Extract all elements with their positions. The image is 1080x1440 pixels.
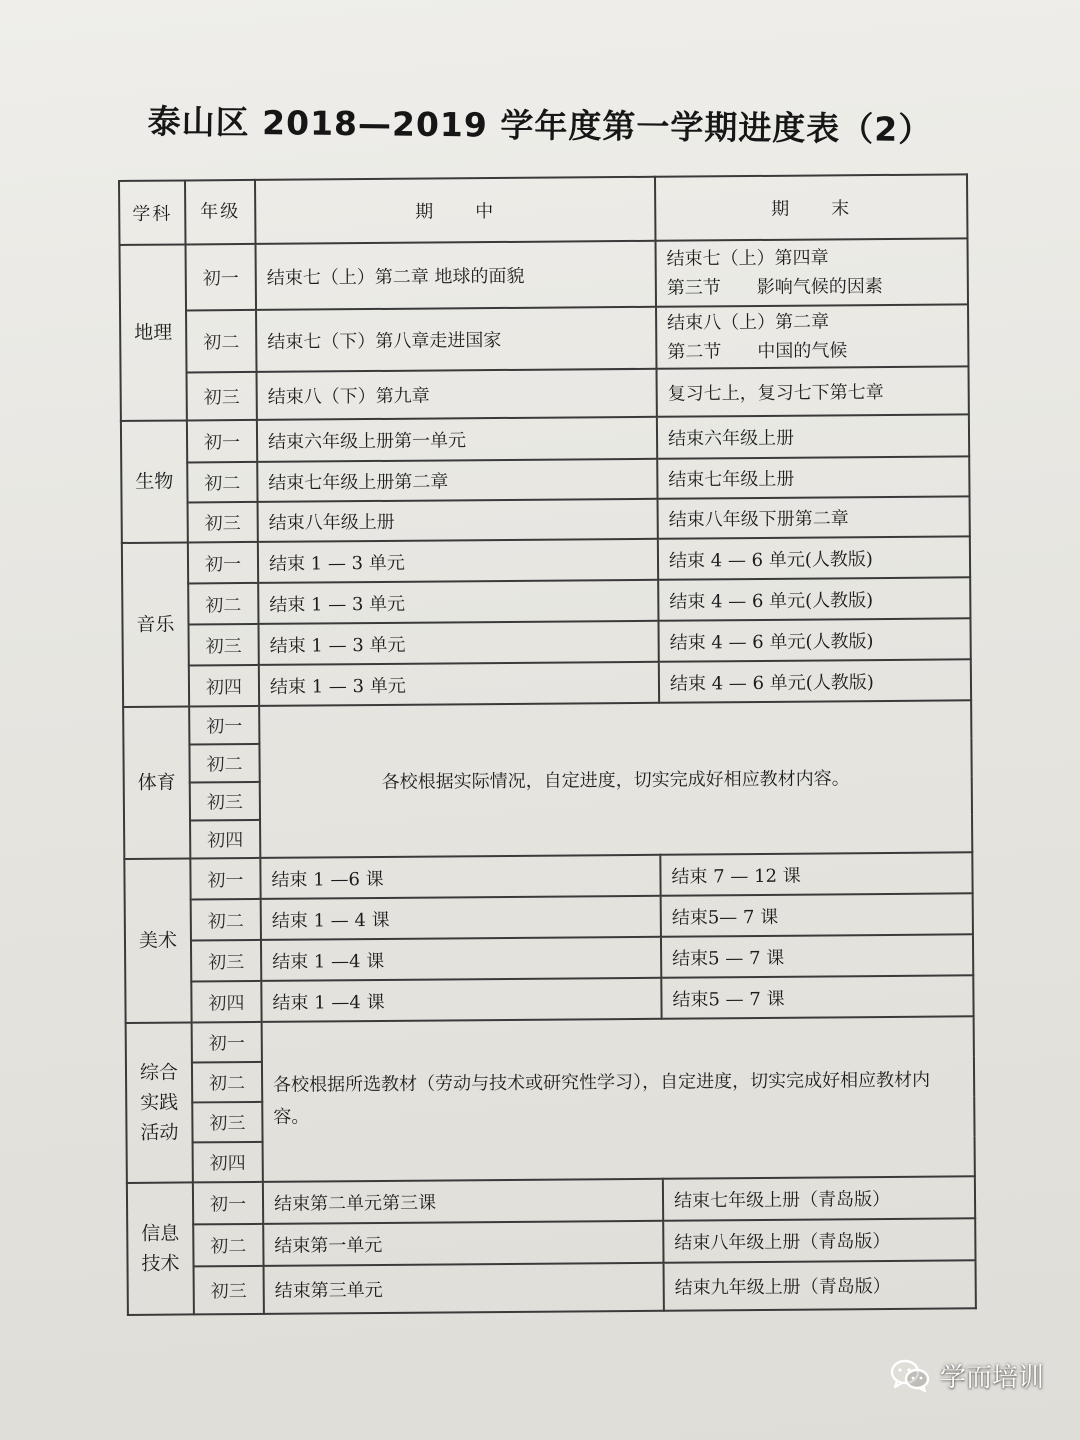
header-mid: 期 中 — [255, 177, 655, 244]
mid-term-cell: 结束 1 —4 课 — [261, 937, 661, 981]
header-grade-label: 年级 — [200, 201, 241, 223]
grade-cell: 初二 — [193, 1224, 263, 1267]
table-row — [127, 1218, 975, 1267]
grade-cell: 初四 — [190, 820, 260, 859]
subject-practice — [126, 1022, 193, 1183]
mid-term-cell: 结束第一单元 — [263, 1221, 663, 1266]
grade-cell: 初一 — [187, 420, 257, 463]
mid-term-cell: 结束 1 — 3 单元 — [258, 621, 658, 665]
end-term-cell: 结束5— 7 课 — [661, 893, 973, 936]
grade-cell: 初一 — [189, 706, 259, 745]
grade-cell: 初一 — [193, 1182, 263, 1225]
end-term-line: 结束七（上）第四章 — [666, 247, 829, 270]
subject-geography: 地理 — [120, 244, 187, 421]
end-term-cell: 结束六年级上册 — [657, 414, 969, 458]
end-term-cell: 结束八年级下册第二章 — [658, 496, 970, 538]
grade-cell: 初三 — [187, 372, 257, 421]
mid-term-cell: 结束六年级上册第一单元 — [257, 417, 657, 462]
subject-practice-line: 活动 — [140, 1121, 179, 1144]
mid-term-cell: 结束七（上）第二章 地球的面貌 — [256, 241, 657, 310]
table-row — [121, 366, 969, 421]
subject-it-line: 技术 — [141, 1252, 180, 1275]
header-end: 期 末 — [655, 174, 967, 240]
page-title: 泰山区 2018—2019 学年度第一学期进度表（2） — [147, 101, 933, 150]
schedule-table-wrapper — [118, 173, 975, 1316]
table-row — [123, 659, 971, 707]
table-row — [120, 238, 968, 311]
end-term-cell: 结束 7 — 12 课 — [660, 852, 972, 895]
grade-cell: 初四 — [189, 665, 259, 707]
table-row — [125, 893, 973, 941]
end-term-cell: 结束七年级上册（青岛版） — [663, 1176, 975, 1220]
header-grade — [185, 180, 256, 245]
end-term-cell: 复习七上，复习七下第七章 — [656, 366, 968, 416]
mid-term-cell: 结束第三单元 — [264, 1263, 664, 1314]
end-term-line: 结束八（上）第二章 — [667, 311, 830, 334]
grade-cell: 初三 — [194, 1266, 264, 1315]
end-term-cell: 结束 4 — 6 单元(人教版) — [659, 659, 971, 702]
grade-cell: 初三 — [188, 624, 258, 666]
grade-cell: 初一 — [186, 244, 257, 311]
mid-term-cell: 结束 1 — 4 课 — [261, 896, 661, 940]
mid-term-cell: 结束七（下）第八章走进国家 — [256, 307, 656, 372]
grade-cell: 初三 — [191, 940, 261, 982]
mid-term-cell: 结束七年级上册第二章 — [257, 459, 657, 502]
pe-note: 各校根据实际情况，自定进度，切实完成好相应教材内容。 — [259, 700, 972, 858]
table-row — [124, 852, 972, 900]
table-row — [122, 577, 970, 625]
grade-cell: 初二 — [186, 310, 256, 373]
subject-it — [127, 1182, 194, 1315]
subject-pe: 体育 — [123, 706, 190, 859]
end-term-cell: 结束九年级上册（青岛版） — [664, 1260, 976, 1310]
table-row — [123, 700, 971, 745]
subject-music: 音乐 — [122, 542, 189, 707]
end-term-cell: 结束5 — 7 课 — [661, 934, 973, 977]
end-term-cell: 结束八年级上册（青岛版） — [663, 1218, 975, 1262]
end-term-cell: 结束 4 — 6 单元(人教版) — [658, 536, 970, 579]
watermark — [890, 1357, 1044, 1394]
end-term-line: 第三节 影响气候的因素 — [666, 275, 883, 299]
table-row — [125, 975, 973, 1023]
subject-art: 美术 — [124, 858, 191, 1023]
end-term-cell — [655, 238, 968, 306]
table-row — [122, 536, 970, 584]
mid-term-cell: 结束第二单元第三课 — [263, 1179, 663, 1224]
subject-practice-line: 综合 — [139, 1061, 179, 1084]
end-term-line: 第二节 中国的气候 — [667, 340, 848, 363]
table-row — [122, 496, 970, 543]
table-row — [120, 304, 968, 373]
grade-cell: 初二 — [191, 899, 261, 941]
wechat-icon — [890, 1359, 930, 1393]
grade-cell: 初一 — [188, 542, 258, 584]
mid-term-cell: 结束 1 —6 课 — [260, 855, 660, 899]
mid-term-cell: 结束 1 — 3 单元 — [258, 580, 658, 624]
end-term-cell: 结束5 — 7 课 — [661, 975, 973, 1018]
end-term-cell: 结束七年级上册 — [657, 456, 969, 498]
mid-term-cell: 结束 1 — 3 单元 — [259, 662, 659, 706]
subject-biology: 生物 — [121, 420, 188, 543]
mid-term-cell: 结束 1 — 3 单元 — [258, 539, 658, 583]
grade-cell: 初二 — [188, 583, 258, 625]
table-row — [121, 456, 969, 503]
subject-practice-line: 实践 — [140, 1091, 179, 1114]
grade-cell: 初四 — [191, 981, 261, 1023]
table-row — [125, 934, 973, 982]
schedule-table — [118, 173, 977, 1316]
end-term-cell — [656, 304, 968, 368]
grade-cell: 初四 — [193, 1142, 263, 1183]
grade-cell: 初二 — [189, 744, 259, 783]
watermark-text: 学而培训 — [939, 1363, 1044, 1393]
grade-cell: 初三 — [192, 1102, 262, 1143]
header-subject: 学科 — [119, 180, 186, 245]
mid-term-cell: 结束八年级上册 — [258, 499, 658, 542]
table-row — [126, 1016, 974, 1063]
grade-cell: 初一 — [192, 1022, 262, 1063]
grade-cell: 初二 — [187, 462, 257, 503]
table-row — [122, 618, 970, 666]
table-row — [121, 414, 969, 463]
grade-cell: 初三 — [188, 502, 258, 543]
grade-cell: 初二 — [192, 1062, 262, 1103]
table-row — [127, 1176, 975, 1225]
header-row — [119, 174, 967, 245]
practice-note: 各校根据所选教材（劳动与技术或研究性学习），自定进度，切实完成好相应教材内容。 — [262, 1016, 975, 1182]
subject-it-line: 信息 — [141, 1222, 180, 1245]
mid-term-cell: 结束 1 —4 课 — [261, 978, 661, 1022]
table-row — [128, 1260, 976, 1315]
end-term-cell: 结束 4 — 6 单元(人教版) — [658, 618, 970, 661]
end-term-cell: 结束 4 — 6 单元(人教版) — [658, 577, 970, 620]
grade-cell: 初一 — [190, 858, 260, 900]
grade-cell: 初三 — [190, 782, 260, 821]
mid-term-cell: 结束八（下）第九章 — [257, 369, 657, 420]
